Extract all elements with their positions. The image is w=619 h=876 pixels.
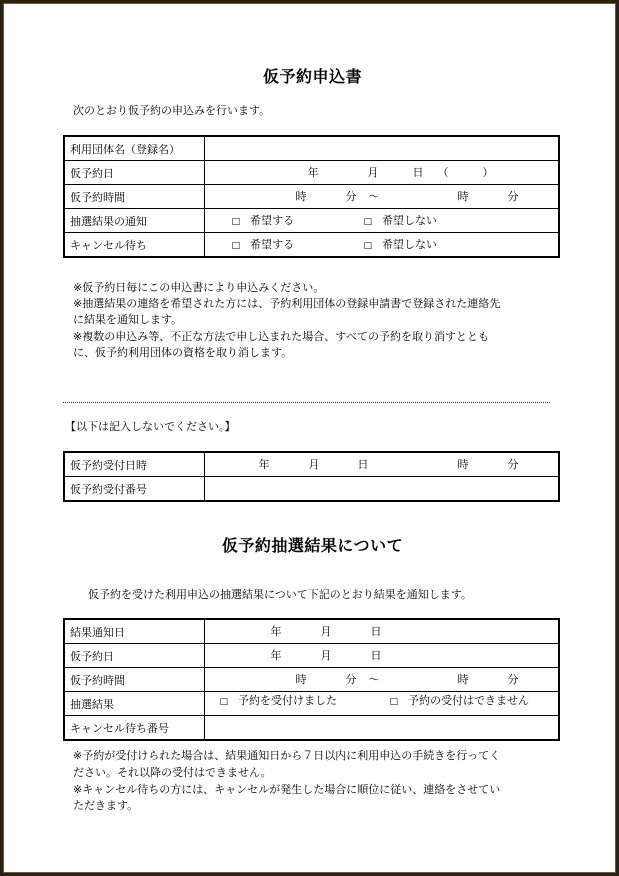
- unit-day: 日: [412, 166, 424, 179]
- unit-year: 年: [258, 458, 270, 471]
- row-received-datetime: [64, 452, 559, 477]
- unit-year: 年: [270, 649, 282, 662]
- result-note-line-2: ださい。それ以降の受付はできません。: [73, 766, 272, 779]
- label-result-reservation-time: 仮予約時間: [64, 668, 204, 692]
- note-line-1: ※仮予約日毎にこの申込書により申込みください。: [73, 281, 325, 294]
- unit-minute: 分: [507, 458, 519, 471]
- lottery-result-title: 仮予約抽選結果について: [221, 536, 404, 555]
- row-lottery-result: [64, 692, 559, 716]
- office-use-table: [63, 451, 560, 502]
- row-lottery-notice: [64, 209, 559, 233]
- row-reservation-date: [64, 161, 559, 185]
- cancel-wait-no-wish-option[interactable]: □ 希望しない: [363, 238, 438, 251]
- label-received-number: 仮予約受付番号: [64, 477, 204, 502]
- label-lottery-notice: 抽選結果の通知: [64, 209, 204, 233]
- time-range-tilde: ～: [368, 190, 380, 203]
- result-note-line-4: ただきます。: [73, 799, 139, 812]
- weekday-paren-open: （: [437, 166, 449, 179]
- result-note-line-1: ※予約が受付けられた場合は、結果通知日から７日以内に利用申込の手続きを行ってく: [73, 749, 501, 762]
- unit-year: 年: [307, 166, 319, 179]
- lottery-wish-option[interactable]: □ 希望する: [231, 214, 295, 227]
- label-cancel-wait: キャンセル待ち: [64, 233, 204, 258]
- row-cancel-wait: [64, 233, 559, 258]
- received-number-field[interactable]: [204, 477, 559, 502]
- result-reservation-time-field[interactable]: [204, 668, 559, 692]
- checkbox-icon: □: [231, 241, 241, 251]
- unit-minute-end: 分: [507, 673, 519, 686]
- checkbox-icon: □: [231, 217, 241, 227]
- unit-minute-start: 分: [345, 190, 357, 203]
- result-accepted-option[interactable]: □ 予約を受付けました: [219, 694, 338, 707]
- row-received-number: [64, 477, 559, 502]
- unit-minute-end: 分: [507, 190, 519, 203]
- unit-hour: 時: [457, 458, 469, 471]
- application-title: 仮予約申込書: [262, 67, 362, 86]
- note-line-2: ※抽選結果の連絡を希望された方には、予約利用団体の登録申請書で登録された連絡先: [73, 297, 501, 310]
- result-rejected-option[interactable]: □ 予約の受付はできません: [389, 694, 530, 707]
- reservation-time-field[interactable]: [204, 185, 559, 209]
- label-cancel-number: キャンセル待ち番号: [64, 716, 204, 741]
- application-intro: 次のとおり仮予約の申込みを行います。: [73, 104, 271, 117]
- lottery-result-intro: 仮予約を受けた利用申込の抽選結果について下記のとおり結果を通知します。: [88, 588, 472, 601]
- application-table: [63, 135, 560, 258]
- checkbox-icon: □: [363, 241, 373, 251]
- label-notice-date: 結果通知日: [64, 619, 204, 644]
- weekday-paren-close: ）: [482, 166, 494, 179]
- note-line-5: に、仮予約利用団体の資格を取り消します。: [73, 346, 293, 359]
- org-name-field[interactable]: [204, 136, 559, 161]
- time-range-tilde: ～: [368, 673, 380, 686]
- lottery-no-wish-option[interactable]: □ 希望しない: [363, 214, 438, 227]
- label-org-name: 利用団体名（登録名）: [64, 136, 204, 161]
- row-notice-date: [64, 619, 559, 644]
- label-received-datetime: 仮予約受付日時: [64, 452, 204, 477]
- label-reservation-date: 仮予約日: [64, 161, 204, 185]
- result-note-line-3: ※キャンセル待ちの方には、キャンセルが発生した場合に順位に従い、連絡をさせてい: [73, 783, 501, 796]
- cancel-wait-wish-option[interactable]: □ 希望する: [231, 238, 295, 251]
- lottery-result-table: [63, 618, 560, 741]
- unit-day: 日: [370, 649, 382, 662]
- unit-month: 月: [320, 649, 332, 662]
- unit-year: 年: [270, 625, 282, 638]
- unit-hour-end: 時: [457, 190, 469, 203]
- note-line-3: に結果を通知します。: [73, 313, 183, 326]
- result-reservation-date-field[interactable]: [204, 644, 559, 668]
- unit-day: 日: [357, 458, 369, 471]
- checkbox-icon: □: [363, 217, 373, 227]
- label-reservation-time: 仮予約時間: [64, 185, 204, 209]
- unit-hour-end: 時: [457, 673, 469, 686]
- unit-minute-start: 分: [345, 673, 357, 686]
- unit-month: 月: [320, 625, 332, 638]
- row-result-reservation-time: [64, 668, 559, 692]
- cancel-number-field[interactable]: [204, 716, 559, 741]
- unit-month: 月: [367, 166, 379, 179]
- unit-month: 月: [308, 458, 320, 471]
- row-reservation-time: [64, 185, 559, 209]
- row-result-reservation-date: [64, 644, 559, 668]
- checkbox-icon: □: [389, 697, 399, 707]
- received-datetime-field[interactable]: [204, 452, 559, 477]
- office-use-heading: 【以下は記入しないでください。】: [65, 420, 236, 433]
- reservation-date-field[interactable]: [204, 161, 559, 185]
- row-cancel-number: [64, 716, 559, 741]
- unit-hour-start: 時: [295, 673, 307, 686]
- checkbox-icon: □: [219, 697, 229, 707]
- note-line-4: ※複数の申込み等、不正な方法で申し込まれた場合、すべての予約を取り消すととも: [73, 330, 489, 343]
- row-org-name: [64, 136, 559, 161]
- label-lottery-result: 抽選結果: [64, 692, 204, 716]
- unit-day: 日: [370, 625, 382, 638]
- unit-hour-start: 時: [295, 190, 307, 203]
- notice-date-field[interactable]: [204, 619, 559, 644]
- cut-line-divider: [63, 402, 550, 403]
- label-result-reservation-date: 仮予約日: [64, 644, 204, 668]
